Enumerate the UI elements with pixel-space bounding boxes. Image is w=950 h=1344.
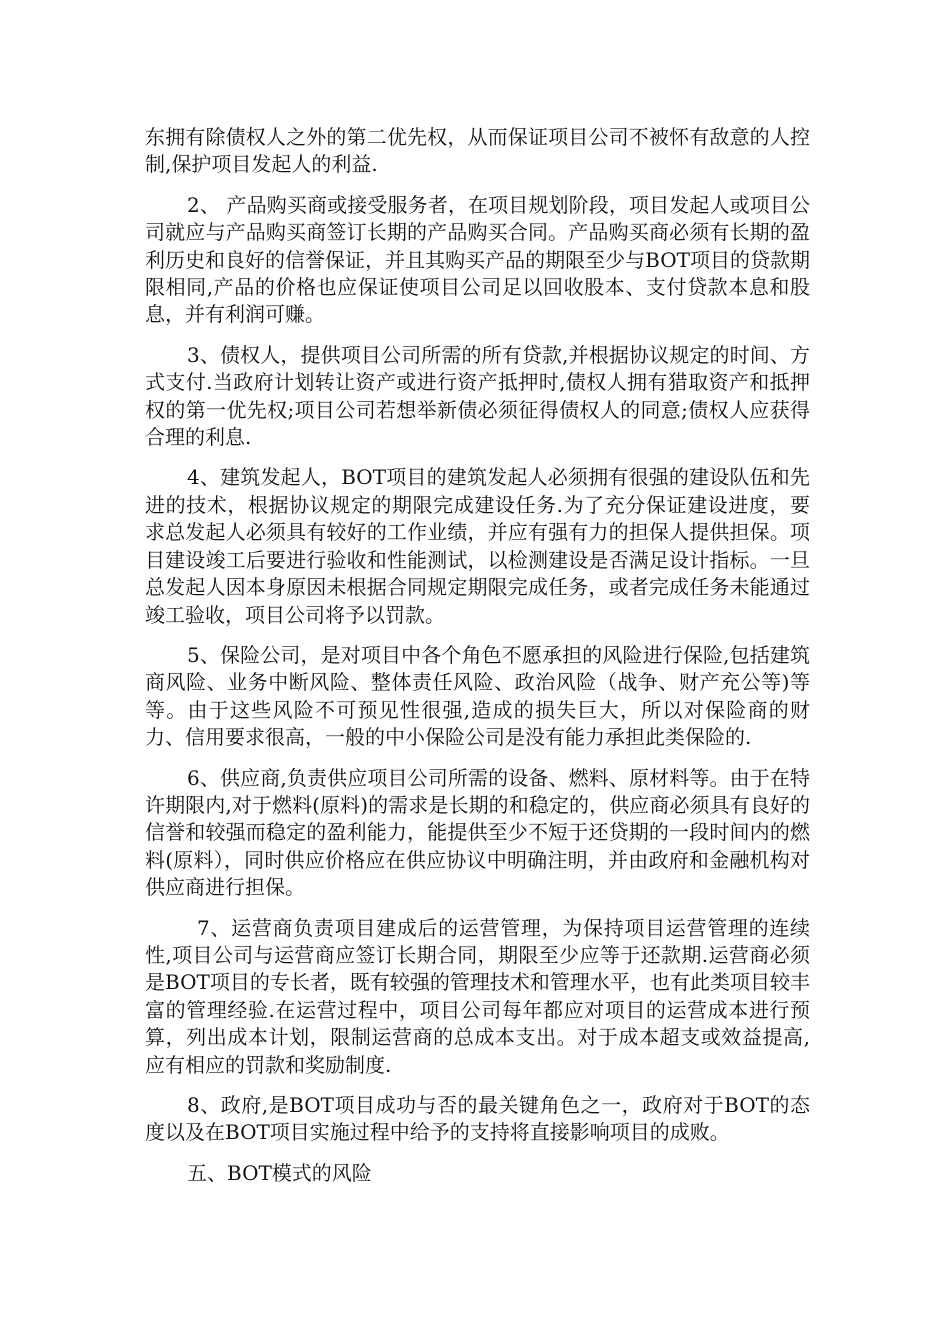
paragraph-government: 8、政府,是BOT项目成功与否的最关键角色之一，政府对于BOT的态度以及在BOT项目实施过程中给予的支持将直接影响项目的成败。	[145, 1093, 810, 1145]
paragraph-insurance-company: 5、保险公司，是对项目中各个角色不愿承担的风险进行保险,包括建筑商风险、业务中断风险、整体责任风险、政治风险（战争、财产充公等)等等。由于这些风险不可预见性很强,造成的损失巨大，所以对保险商的财力、信用要求很高，一般的中小保险公司是没有能力承担此类保险的.	[145, 642, 810, 750]
paragraph-supplier: 6、供应商,负责供应项目公司所需的设备、燃料、原材料等。由于在特许期限内,对于燃料(原料)的需求是长期的和稳定的，供应商必须具有良好的信誉和较强而稳定的盈利能力，能提供至少不短于还贷期的一段时间内的燃料(原料），同时供应价格应在供应协议中明确注明，并由政府和金融机构对供应商进行担保。	[145, 765, 810, 900]
paragraph-operator: 7、运营商负责项目建成后的运营管理，为保持项目运营管理的连续性,项目公司与运营商应签订长期合同，期限至少应等于还款期.运营商必须是BOT项目的专长者，既有较强的管理技术和管理水平，也有此类项目较丰富的管理经验.在运营过程中，项目公司每年都应对项目的运营成本进行预算，列出成本计划，限制运营商的总成本支出。对于成本超支或效益提高,应有相应的罚款和奖励制度.	[145, 915, 810, 1077]
document-body	[145, 124, 810, 1200]
paragraph-construction-sponsor: 4、建筑发起人，BOT项目的建筑发起人必须拥有很强的建设队伍和先进的技术，根据协议规定的期限完成建设任务.为了充分保证建设进度，要求总发起人必须具有较好的工作业绩，并应有强有力的担保人提供担保。项目建设竣工后要进行验收和性能测试，以检测建设是否满足设计指标。一旦总发起人因本身原因未根据合同规定期限完成任务，或者完成任务未能通过竣工验收，项目公司将予以罚款。	[145, 465, 810, 627]
section-heading-bot-risks: 五、BOT模式的风险	[187, 1160, 372, 1185]
paragraph-product-buyer: 2、 产品购买商或接受服务者，在项目规划阶段，项目发起人或项目公司就应与产品购买商签订长期的产品购买合同。产品购买商必须有长期的盈利历史和良好的信誉保证，并且其购买产品的期限至少与BOT项目的贷款期限相同,产品的价格也应保证使项目公司足以回收股本、支付贷款本息和股息，并有利润可赚。	[145, 192, 810, 327]
paragraph-creditor: 3、债权人，提供项目公司所需的所有贷款,并根据协议规定的时间、方式支付.当政府计划转让资产或进行资产抵押时,债权人拥有猎取资产和抵押权的第一优先权;项目公司若想举新债必须征得债权人的同意;债权人应获得合理的利息.	[145, 342, 810, 450]
paragraph-continuation: 东拥有除债权人之外的第二优先权，从而保证项目公司不被怀有敌意的人控制,保护项目发起人的利益.	[145, 125, 810, 177]
